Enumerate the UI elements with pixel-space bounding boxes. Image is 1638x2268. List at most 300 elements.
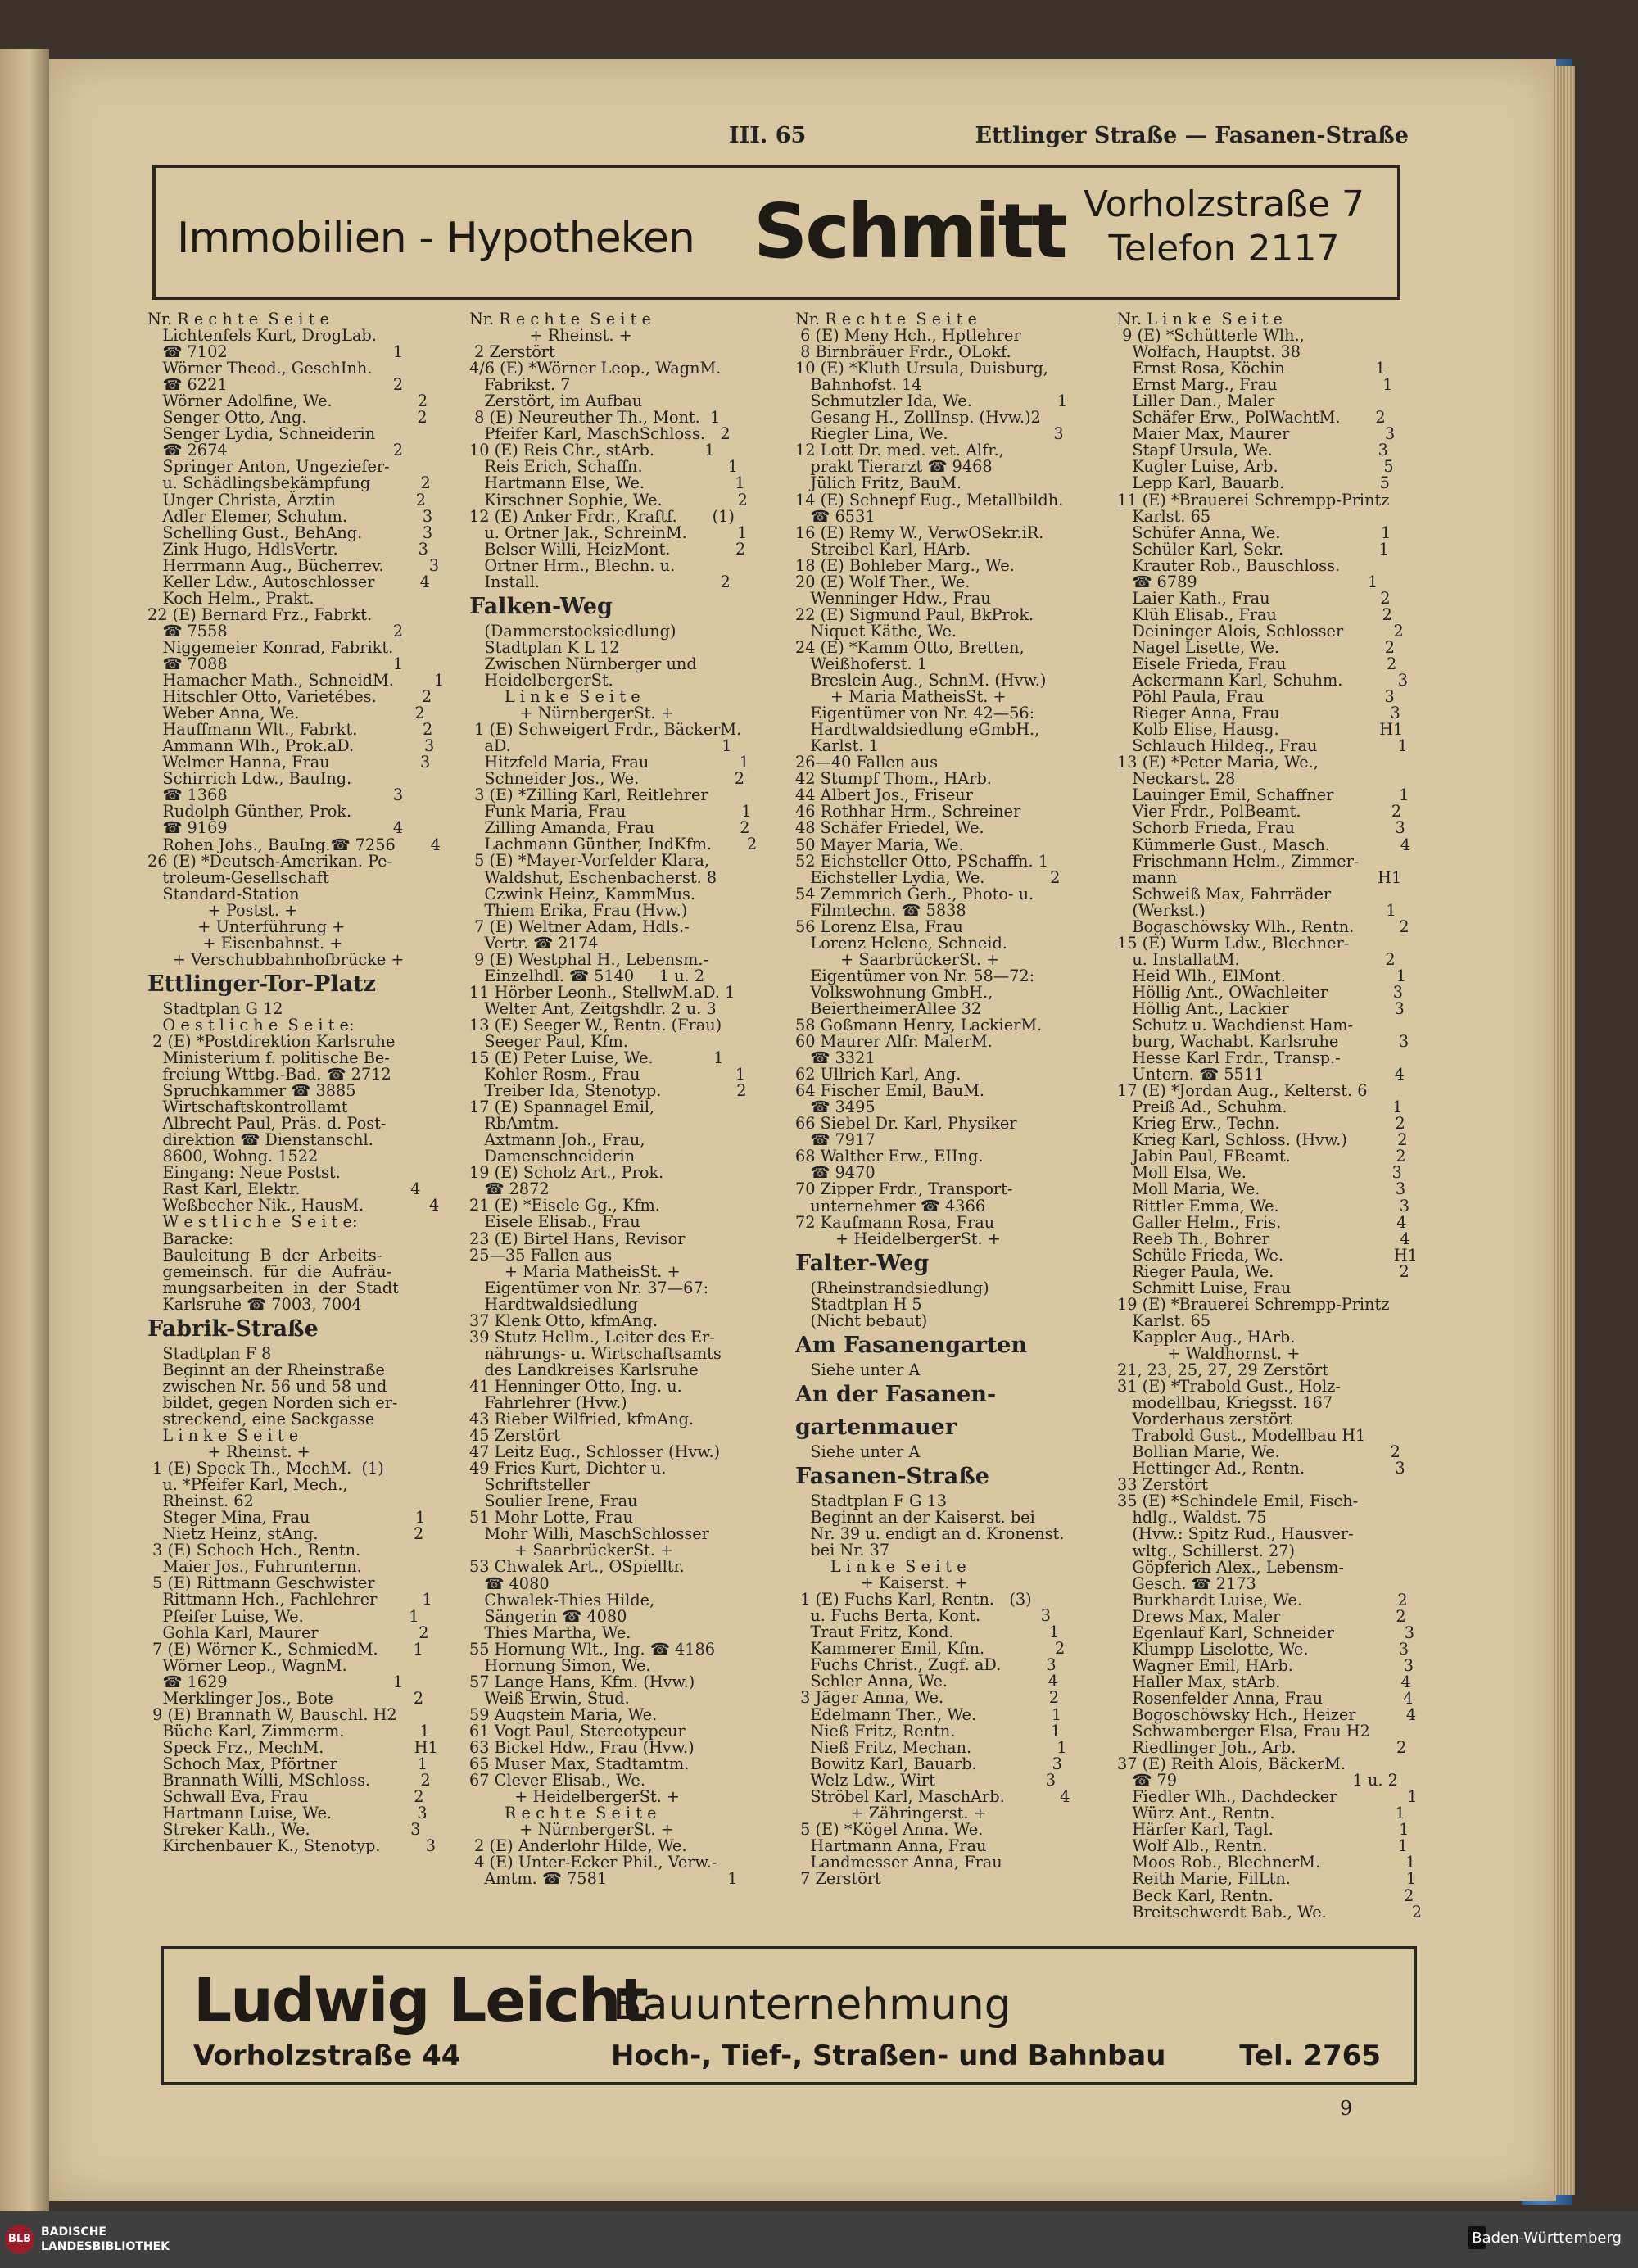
directory-entry: bildet, gegen Norden sich er-: [147, 1392, 398, 1412]
directory-entry: Schelling Gust., BehAng. 3: [147, 523, 433, 542]
directory-entry: L i n k e S e i t e: [469, 686, 640, 706]
ad-leicht-services: Hoch-, Tief-, Straßen- und Bahnbau: [611, 2039, 1166, 2072]
directory-entry: Schmutzler Ida, We. 1: [795, 392, 1068, 411]
directory-entry: Hardtwaldsiedlung eGmbH.,: [795, 720, 1040, 740]
directory-entry: 5 (E) *Kögel Anna. We.: [795, 1819, 984, 1839]
directory-entry: 18 (E) Bohleber Marg., We.: [795, 555, 1015, 575]
directory-entry: 26—40 Fallen aus: [795, 753, 939, 772]
directory-entry: 54 Zemmrich Gerh., Photo- u.: [795, 884, 1034, 903]
directory-entry: Pöhl Paula, Frau 3: [1117, 687, 1395, 707]
directory-entry: Krieg Karl, Schloss. (Hvw.) 2: [1117, 1130, 1408, 1150]
page-title: Ettlinger Straße — Fasanen-Straße: [975, 123, 1409, 148]
directory-entry: 67 Clever Elisab., We.: [469, 1771, 645, 1790]
directory-entry: ☎ 7102 1: [147, 342, 404, 362]
directory-entry: Rast Karl, Elektr. 4: [147, 1179, 421, 1199]
directory-entry: wltg., Schillerst. 27): [1117, 1541, 1296, 1560]
directory-entry: troleum-Gesellschaft: [147, 867, 329, 887]
directory-entry: 2 (E) *Postdirektion Karlsruhe: [147, 1031, 396, 1051]
directory-entry: L i n k e S e i t e: [795, 1557, 966, 1577]
directory-entry: Sängerin ☎ 4080: [469, 1606, 627, 1626]
directory-entry: Welmer Hanna, Frau 3: [147, 753, 431, 772]
directory-entry: + Kaiserst. +: [795, 1573, 968, 1593]
directory-entry: ☎ 4080: [469, 1573, 550, 1593]
street-heading: Fabrik-Straße: [147, 1315, 319, 1342]
directory-entry: 68 Walther Erw., EIIng.: [795, 1147, 984, 1166]
directory-entry: 23 (E) Birtel Hans, Revisor: [469, 1229, 686, 1248]
directory-entry: Krauter Rob., Bauschloss.: [1117, 555, 1341, 575]
directory-entry: freiung Wttbg.-Bad. ☎ 2712: [147, 1065, 391, 1084]
directory-entry: ☎ 9470: [795, 1163, 876, 1183]
directory-entry: ☎ 2872: [469, 1179, 550, 1199]
library-name: [41, 2225, 170, 2254]
directory-entry: Nieß Fritz, Rentn. 1: [795, 1721, 1061, 1741]
directory-entry: Schäfer Erw., PolWachtM. 2: [1117, 408, 1386, 428]
directory-entry: Weßbecher Nik., HausM. 4: [147, 1196, 440, 1215]
directory-entry: 64 Fischer Emil, BauM.: [795, 1081, 984, 1101]
directory-entry: Albrecht Paul, Präs. d. Post-: [147, 1114, 387, 1134]
directory-entry: Schwamberger Elsa, Frau H2: [1117, 1722, 1370, 1741]
directory-entry: Schüle Frieda, We. H1: [1117, 1245, 1418, 1265]
directory-entry: ☎ 1368 3: [147, 785, 404, 805]
directory-entry: Mohr Willi, MaschSchlosser: [469, 1524, 709, 1544]
directory-entry: Hauffmann Wlt., Fabrkt. 2: [147, 720, 433, 740]
directory-entry: 72 Kaufmann Rosa, Frau: [795, 1212, 995, 1232]
directory-entry: Hesse Karl Frdr., Transp.-: [1117, 1048, 1341, 1068]
directory-entry: Reis Erich, Schaffn. 1: [469, 457, 739, 477]
directory-entry: Eingang: Neue Postst.: [147, 1163, 341, 1183]
directory-entry: 5 (E) *Mayer-Vorfelder Klara,: [469, 851, 709, 871]
directory-entry: Schorb Frieda, Frau 3: [1117, 818, 1405, 838]
directory-entry: 37 Klenk Otto, kfmAng.: [469, 1311, 658, 1330]
directory-entry: Zink Hugo, HdlsVertr. 3: [147, 539, 428, 559]
directory-entry: Zwischen Nürnberger und: [469, 654, 697, 673]
directory-entry: 33 Zerstört: [1117, 1475, 1208, 1495]
directory-entry: Hamacher Math., SchneidM. 1: [147, 671, 445, 690]
directory-entry: (Dammerstocksiedlung): [469, 621, 676, 641]
directory-entry: Install. 2: [469, 572, 731, 591]
directory-entry: 1 (E) Speck Th., MechM. (1): [147, 1459, 384, 1478]
directory-entry: 11 Hörber Leonh., StellwM.aD. 1: [469, 982, 735, 1002]
directory-entry: 22 (E) Bernard Frz., Fabrkt.: [147, 604, 373, 624]
directory-entry: ☎ 6531: [795, 506, 876, 526]
directory-entry: Höllig Ant., OWachleiter 3: [1117, 982, 1403, 1002]
directory-entry: u. Fuchs Berta, Kont. 3: [795, 1606, 1052, 1626]
directory-entry: 8 (E) Neureuther Th., Mont. 1: [469, 408, 721, 428]
ad-schmitt-contact: [1084, 183, 1364, 271]
directory-entry: RbAmtm.: [469, 1114, 559, 1134]
street-heading: Am Fasanengarten: [795, 1332, 1028, 1358]
directory-entry: Riedlinger Joh., Arb. 2: [1117, 1738, 1407, 1758]
directory-entry: 5 (E) Rittmann Geschwister: [147, 1573, 375, 1593]
directory-entry: hdlg., Waldst. 75: [1117, 1508, 1267, 1528]
directory-entry: Trabold Gust., Modellbau H1: [1117, 1426, 1366, 1446]
directory-entry: Bollian Marie, We. 2: [1117, 1442, 1400, 1462]
directory-entry: Beginnt an der Kaiserst. bei: [795, 1507, 1035, 1527]
directory-entry: Hartmann Anna, Frau: [795, 1836, 987, 1855]
directory-entry: 20 (E) Wolf Ther., We.: [795, 572, 971, 591]
directory-entry: 6 (E) Meny Hch., Hptlehrer: [795, 326, 1021, 346]
directory-entry: Unger Christa, Ärztin 2: [147, 490, 427, 509]
directory-entry: + HeidelbergerSt. +: [469, 1787, 681, 1807]
ad-leicht-name: Ludwig Leicht: [193, 1966, 647, 2036]
directory-entry: Bogoschöwsky Hch., Heizer 4: [1117, 1704, 1417, 1724]
directory-entry: ☎ 7917: [795, 1130, 876, 1150]
directory-entry: Belser Willi, HeizMont. 2: [469, 539, 746, 559]
directory-entry: Würz Ant., Rentn. 1: [1117, 1804, 1405, 1823]
directory-entry: 16 (E) Remy W., VerwOSekr.iR.: [795, 523, 1044, 542]
directory-entry: Jabin Paul, FBeamt. 2: [1117, 1147, 1406, 1166]
directory-entry: 1 (E) Schweigert Frdr., BäckerM.: [469, 720, 742, 740]
directory-entry: 4/6 (E) *Wörner Leop., WagnM.: [469, 359, 722, 378]
directory-entry: Hartmann Else, We. 1: [469, 473, 745, 493]
directory-entry: Weber Anna, We. 2: [147, 704, 425, 723]
directory-entry: Nr. R e c h t e S e i t e: [147, 311, 329, 328]
directory-entry: Wörner Leop., WagnM.: [147, 1655, 347, 1675]
state-name: Baden-Württemberg: [1472, 2230, 1622, 2247]
directory-entry: nährungs- u. Wirtschaftsamts: [469, 1343, 722, 1363]
directory-entry: (Nicht bebaut): [795, 1311, 928, 1330]
directory-entry: Senger Otto, Ang. 2: [147, 408, 428, 428]
directory-entry: Maier Max, Maurer 3: [1117, 424, 1396, 444]
directory-entry: Nieß Fritz, Mechan. 1: [795, 1737, 1067, 1757]
directory-entry: 17 (E) Spannagel Emil,: [469, 1098, 655, 1117]
directory-entry: mann H1: [1117, 867, 1402, 887]
directory-entry: Krieg Erw., Techn. 2: [1117, 1114, 1405, 1134]
directory-entry: 3 Jäger Anna, We. 2: [795, 1688, 1060, 1708]
directory-entry: Vorderhaus zerstört: [1117, 1410, 1292, 1429]
directory-entry: Herrmann Aug., Bücherrev. 3: [147, 555, 440, 575]
directory-entry: 3 (E) Schoch Hch., Rentn.: [147, 1541, 361, 1560]
directory-entry: 59 Augstein Maria, We.: [469, 1704, 658, 1724]
directory-entry: 48 Schäfer Friedel, We.: [795, 818, 984, 838]
directory-entry: (Hvw.: Spitz Rud., Hausver-: [1117, 1524, 1354, 1544]
directory-entry: Vier Frdr., PolBeamt. 2: [1117, 802, 1402, 822]
directory-entry: 43 Rieber Wilfried, kfmAng.: [469, 1410, 695, 1429]
directory-entry: 70 Zipper Frdr., Transport-: [795, 1179, 1013, 1199]
directory-entry: Kümmerle Gust., Masch. 4: [1117, 835, 1411, 854]
directory-entry: 9 (E) Brannath W, Bauschl. H2: [147, 1704, 397, 1724]
directory-entry: 10 (E) Reis Chr., stArb. 1: [469, 441, 715, 460]
directory-entry: Filmtechn. ☎ 5838: [795, 900, 966, 920]
directory-entry: burg, Wachabt. Karlsruhe 3: [1117, 1032, 1409, 1052]
directory-entry: Eigentümer von Nr. 37—67:: [469, 1278, 709, 1297]
street-heading: gartenmauer: [795, 1414, 957, 1440]
directory-entry: 46 Rothhar Hrm., Schreiner: [795, 802, 1021, 822]
directory-entry: Rosenfelder Anna, Frau 4: [1117, 1688, 1414, 1708]
directory-entry: Stadtplan F G 13: [795, 1491, 948, 1510]
running-header: [729, 123, 1409, 156]
directory-entry: Eichsteller Lydia, We. 2: [795, 867, 1061, 887]
section-page-number: III. 65: [729, 123, 807, 148]
directory-entry: modellbau, Kriegsst. 167: [1117, 1393, 1333, 1413]
directory-entry: Zilling Amanda, Frau 2: [469, 818, 750, 838]
directory-entry: Moos Rob., BlechnerM. 1: [1117, 1853, 1416, 1872]
directory-entry: Klüh Elisab., Frau 2: [1117, 604, 1392, 624]
directory-entry: prakt Tierarzt ☎ 9468: [795, 457, 993, 477]
directory-entry: + Verschubbahnhofbrücke +: [147, 949, 405, 969]
directory-entry: Axtmann Joh., Frau,: [469, 1130, 645, 1150]
street-heading: Fasanen-Straße: [795, 1463, 989, 1489]
directory-entry: Schoch Max, Pförtner 1: [147, 1754, 428, 1773]
directory-entry: Schmitt Luise, Frau: [1117, 1278, 1292, 1297]
directory-entry: 31 (E) *Trabold Gust., Holz-: [1117, 1377, 1341, 1397]
directory-entry: Eigentümer von Nr. 42—56:: [795, 704, 1035, 723]
directory-entry: Wolfach, Hauptst. 38: [1117, 342, 1301, 362]
directory-entry: Karlsruhe ☎ 7003, 7004: [147, 1294, 362, 1314]
directory-entry: Fahrlehrer (Hvw.): [469, 1393, 627, 1412]
directory-entry: 1 (E) Fuchs Karl, Rentn. (3): [795, 1590, 1032, 1609]
directory-entry: Schlauch Hildeg., Frau 1: [1117, 736, 1408, 756]
directory-entry: Schweiß Max, Fahrräder: [1117, 884, 1332, 903]
directory-entry: Streker Kath., We. 3: [147, 1820, 421, 1840]
folio-number: 9: [1340, 2097, 1353, 2120]
directory-entry: Fabrikst. 7: [469, 375, 571, 395]
directory-entry: + Maria MatheisSt. +: [469, 1261, 681, 1281]
directory-entry: + Zähringerst. +: [795, 1803, 987, 1822]
directory-entry: Moll Maria, We. 3: [1117, 1179, 1406, 1199]
directory-entry: 2 (E) Anderlohr Hilde, We.: [469, 1836, 687, 1856]
directory-entry: Beck Karl, Rentn. 2: [1117, 1885, 1414, 1905]
directory-entry: HeidelbergerSt.: [469, 670, 613, 690]
directory-entry: 61 Vogt Paul, Stereotypeur: [469, 1721, 686, 1741]
directory-entry: Maier Jos., Fuhrunternn.: [147, 1557, 362, 1577]
directory-entry: 50 Mayer Maria, We.: [795, 835, 964, 854]
directory-entry: 41 Henninger Otto, Ing. u.: [469, 1376, 682, 1396]
directory-entry: Spruchkammer ☎ 3885: [147, 1081, 356, 1101]
directory-entry: Höllig Ant., Lackier 3: [1117, 998, 1405, 1018]
directory-entry: Eigentümer von Nr. 58—72:: [795, 966, 1035, 985]
directory-entry: (Rheinstrandsiedlung): [795, 1278, 989, 1297]
directory-entry: 57 Lange Hans, Kfm. (Hvw.): [469, 1672, 695, 1691]
directory-entry: Heid Wlh., ElMont. 1: [1117, 966, 1407, 985]
directory-entry: Stapf Ursula, We. 3: [1117, 441, 1388, 460]
directory-entry: Nr. 39 u. endigt an d. Kronenst.: [795, 1524, 1065, 1543]
directory-entry: Karlst. 1: [795, 736, 879, 756]
directory-entry: Adler Elemer, Schuhm. 3: [147, 506, 433, 526]
directory-entry: Bahnhofst. 14: [795, 375, 922, 395]
directory-entry: 53 Chwalek Art., OSpielltr.: [469, 1557, 685, 1577]
directory-entry: 13 (E) Seeger W., Rentn. (Frau): [469, 1015, 722, 1034]
directory-entry: Riegler Lina, We. 3: [795, 424, 1064, 444]
directory-entry: ☎ 6221 2: [147, 375, 404, 395]
directory-entry: Stadtplan G 12: [147, 998, 283, 1018]
directory-entry: BeiertheimerAllee 32: [795, 998, 982, 1018]
street-heading: Falken-Weg: [469, 593, 613, 619]
directory-entry: + Waldhornst. +: [1117, 1343, 1301, 1363]
directory-entry: 14 (E) Schnepf Eug., Metallbildh.: [795, 490, 1064, 509]
directory-entry: Wörner Adolfine, We. 2: [147, 392, 428, 411]
directory-entry: + Unterführung +: [147, 917, 346, 936]
directory-entry: Bogaschöwsky Wlh., Rentn. 2: [1117, 917, 1409, 936]
directory-entry: Edelmann Ther., We. 1: [795, 1704, 1062, 1724]
directory-column-1: [147, 311, 452, 1854]
directory-entry: 51 Mohr Lotte, Frau: [469, 1508, 633, 1528]
directory-entry: 19 (E) Scholz Art., Prok.: [469, 1163, 664, 1183]
directory-entry: Kirchenbauer K., Stenotyp. 3: [147, 1836, 436, 1855]
directory-entry: Rheinst. 62: [147, 1492, 254, 1511]
directory-entry: Schriftsteller: [469, 1475, 590, 1495]
directory-entry: Niquet Käthe, We.: [795, 621, 957, 641]
directory-entry: 47 Leitz Eug., Schlosser (Hvw.): [469, 1442, 721, 1462]
directory-entry: Springer Anton, Ungeziefer-: [147, 457, 390, 477]
directory-entry: Breslein Aug., SchnM. (Hvw.): [795, 671, 1047, 690]
directory-entry: bei Nr. 37: [795, 1541, 890, 1560]
directory-entry: Brannath Willi, MSchloss. 2: [147, 1770, 431, 1790]
directory-entry: 15 (E) Wurm Ldw., Blechner-: [1117, 933, 1350, 953]
directory-entry: Gesch. ☎ 2173: [1117, 1573, 1256, 1593]
directory-entry: W e s t l i c h e S e i t e:: [147, 1212, 358, 1232]
directory-entry: ☎ 79 1 u. 2: [1117, 1771, 1398, 1790]
directory-entry: + HeidelbergerSt. +: [795, 1229, 1001, 1248]
directory-entry: Gesang H., ZollInsp. (Hvw.)2: [795, 408, 1041, 428]
directory-entry: Treiber Ida, Stenotyp. 2: [469, 1081, 747, 1101]
directory-entry: 62 Ullrich Karl, Ang.: [795, 1065, 962, 1084]
street-heading: Ettlinger-Tor-Platz: [147, 971, 376, 997]
directory-entry: Schirrich Ldw., BauIng.: [147, 769, 352, 789]
directory-entry: u. Schädlingsbekämpfung 2: [147, 473, 431, 493]
directory-entry: Frischmann Helm., Zimmer-: [1117, 851, 1360, 871]
directory-entry: Drews Max, Maler 2: [1117, 1606, 1406, 1626]
directory-entry: Lichtenfels Kurt, DrogLab.: [147, 326, 377, 346]
directory-entry: Damenschneiderin: [469, 1147, 636, 1166]
directory-entry: Zerstört, im Aufbau: [469, 392, 643, 411]
directory-column-4: [1117, 311, 1422, 1921]
directory-entry: 4 (E) Unter-Ecker Phil., Verw.-: [469, 1853, 717, 1872]
directory-entry: unternehmer ☎ 4366: [795, 1196, 986, 1215]
directory-entry: Reeb Th., Bohrer 4: [1117, 1229, 1410, 1248]
directory-entry: Hitzfeld Maria, Frau 1: [469, 753, 749, 772]
directory-entry: ☎ 6789 1: [1117, 572, 1378, 591]
directory-entry: 66 Siebel Dr. Karl, Physiker: [795, 1114, 1017, 1134]
directory-entry: Vertr. ☎ 2174: [469, 933, 599, 953]
directory-entry: Nr. L i n k e S e i t e: [1117, 311, 1283, 328]
directory-entry: 10 (E) *Kluth Ursula, Duisburg,: [795, 359, 1048, 378]
directory-entry: 26 (E) *Deutsch-Amerikan. Pe-: [147, 851, 393, 871]
directory-entry: O e s t l i c h e S e i t e:: [147, 1015, 355, 1034]
directory-entry: 45 Zerstört: [469, 1426, 560, 1446]
directory-entry: Einzelhdl. ☎ 5140 1 u. 2: [469, 966, 705, 985]
directory-entry: des Landkreises Karlsruhe: [469, 1360, 699, 1379]
directory-entry: ☎ 9169 4: [147, 818, 404, 838]
directory-entry: Schüfer Anna, We. 1: [1117, 523, 1391, 542]
left-page-edge: [0, 49, 49, 2211]
directory-entry: Ortner Hrm., Blechn. u.: [469, 555, 676, 575]
directory-entry: Hitschler Otto, Varietébes. 2: [147, 687, 432, 707]
directory-entry: Waldshut, Eschenbacherst. 8: [469, 867, 717, 887]
directory-entry: Rittmann Hch., Fachlehrer 1: [147, 1590, 432, 1609]
directory-entry: (Werkst.) 1: [1117, 900, 1396, 920]
directory-entry: ☎ 3321: [795, 1048, 876, 1068]
directory-entry: 49 Fries Kurt, Dichter u.: [469, 1459, 667, 1478]
directory-entry: Kammerer Emil, Kfm. 2: [795, 1639, 1066, 1659]
directory-entry: Bauleitung B der Arbeits-: [147, 1245, 382, 1265]
directory-entry: Lachmann Günther, IndKfm. 2: [469, 835, 758, 854]
directory-entry: Thies Martha, We.: [469, 1623, 631, 1642]
directory-entry: Landmesser Anna, Frau: [795, 1852, 1002, 1872]
directory-entry: 65 Muser Max, Stadtamtm.: [469, 1754, 690, 1774]
directory-entry: Burkhardt Luise, We. 2: [1117, 1590, 1408, 1609]
directory-entry: 15 (E) Peter Luise, We. 1: [469, 1048, 724, 1068]
directory-column-3: [795, 311, 1100, 1887]
directory-entry: Egenlauf Karl, Schneider 3: [1117, 1623, 1414, 1642]
ad-schmitt-name: Schmitt: [753, 188, 1066, 275]
directory-entry: 11 (E) *Brauerei Schrempp-Printz: [1117, 490, 1390, 509]
page-block-edge: [1552, 66, 1575, 2195]
directory-entry: Hardtwaldsiedlung: [469, 1294, 638, 1314]
directory-entry: Härfer Karl, Tagl. 1: [1117, 1820, 1409, 1840]
directory-entry: Kohler Rosm., Frau 1: [469, 1065, 746, 1084]
directory-entry: Siehe unter A: [795, 1360, 921, 1379]
directory-entry: Nagel Lisette, We. 2: [1117, 637, 1396, 657]
directory-entry: Seeger Paul, Kfm.: [469, 1031, 628, 1051]
directory-entry: Nr. R e c h t e S e i t e: [469, 311, 651, 328]
directory-entry: Fuchs Christ., Zugf. aD. 3: [795, 1655, 1057, 1675]
ad-schmitt-address: Vorholzstraße 7: [1083, 183, 1364, 225]
directory-entry: Moll Elsa, We. 3: [1117, 1163, 1402, 1183]
directory-entry: Schwall Eva, Frau 2: [147, 1787, 424, 1807]
directory-entry: + Maria MatheisSt. +: [795, 687, 1007, 707]
directory-entry: u. InstallatM. 2: [1117, 949, 1396, 969]
directory-entry: zwischen Nr. 56 und 58 und: [147, 1376, 387, 1396]
directory-entry: 42 Stumpf Thom., HArb.: [795, 769, 992, 789]
directory-entry: Klumpp Liselotte, We. 3: [1117, 1639, 1409, 1659]
directory-entry: Liller Dan., Maler: [1117, 392, 1275, 411]
directory-entry: Wirtschaftskontrollamt: [147, 1098, 348, 1117]
directory-entry: Standard-Station: [147, 884, 300, 903]
directory-entry: Speck Frz., MechM. H1: [147, 1737, 438, 1757]
directory-entry: R e c h t e S e i t e: [469, 1804, 657, 1823]
directory-entry: 21 (E) *Eisele Gg., Kfm.: [469, 1196, 660, 1215]
directory-entry: Breitschwerdt Bab., We. 2: [1117, 1902, 1422, 1921]
directory-entry: Gohla Karl, Maurer 2: [147, 1623, 429, 1642]
directory-entry: Traut Fritz, Kond. 1: [795, 1623, 1060, 1642]
directory-entry: Welz Ldw., Wirt 3: [795, 1770, 1056, 1790]
directory-entry: Hartmann Luise, We. 3: [147, 1804, 428, 1823]
directory-entry: aD. 1: [469, 736, 732, 756]
directory-entry: Galler Helm., Fris. 4: [1117, 1212, 1407, 1232]
directory-entry: gemeinsch. für die Aufräu-: [147, 1261, 392, 1281]
directory-entry: 2 Zerstört: [469, 342, 555, 362]
advertisement-leicht: [161, 1946, 1417, 2085]
library-name-line2: LANDESBIBLIOTHEK: [41, 2240, 170, 2253]
directory-entry: Laier Kath., Frau 2: [1117, 588, 1391, 608]
blb-logo-icon: BLB: [5, 2225, 34, 2254]
directory-entry: + NürnbergerSt. +: [469, 1820, 674, 1840]
directory-entry: Senger Lydia, Schneiderin: [147, 424, 376, 444]
directory-entry: Ernst Marg., Frau 1: [1117, 375, 1393, 395]
directory-entry: Stadtplan F 8: [147, 1343, 272, 1363]
directory-entry: streckend, eine Sackgasse: [147, 1409, 375, 1428]
directory-entry: Ministerium f. politische Be-: [147, 1048, 390, 1068]
directory-entry: ☎ 3495: [795, 1098, 876, 1117]
directory-entry: Karlst. 65: [1117, 506, 1211, 526]
directory-entry: Koch Helm., Prakt.: [147, 588, 314, 608]
directory-entry: 8600, Wohng. 1522: [147, 1147, 319, 1166]
directory-entry: Volkswohnung GmbH.,: [795, 982, 993, 1002]
directory-entry: Kolb Elise, Hausg. H1: [1117, 720, 1404, 740]
directory-entry: Schneider Jos., We. 2: [469, 769, 745, 789]
directory-entry: Hettinger Ad., Rentn. 3: [1117, 1459, 1405, 1478]
directory-entry: u. Ortner Jak., SchreinM. 1: [469, 523, 748, 542]
directory-entry: Niggemeier Konrad, Fabrikt.: [147, 637, 394, 657]
directory-entry: 9 (E) *Schütterle Wlh.,: [1117, 326, 1305, 346]
directory-entry: u. *Pfeifer Karl, Mech.,: [147, 1475, 348, 1495]
directory-entry: 8 Birnbräuer Frdr., OLokf.: [795, 342, 1011, 362]
directory-entry: Schutz u. Wachdienst Ham-: [1117, 1016, 1354, 1035]
directory-entry: Czwink Heinz, KammMus.: [469, 884, 696, 903]
ad-schmitt-tagline: Immobilien - Hypotheken: [177, 214, 695, 263]
directory-entry: 44 Albert Jos., Friseur: [795, 785, 973, 805]
